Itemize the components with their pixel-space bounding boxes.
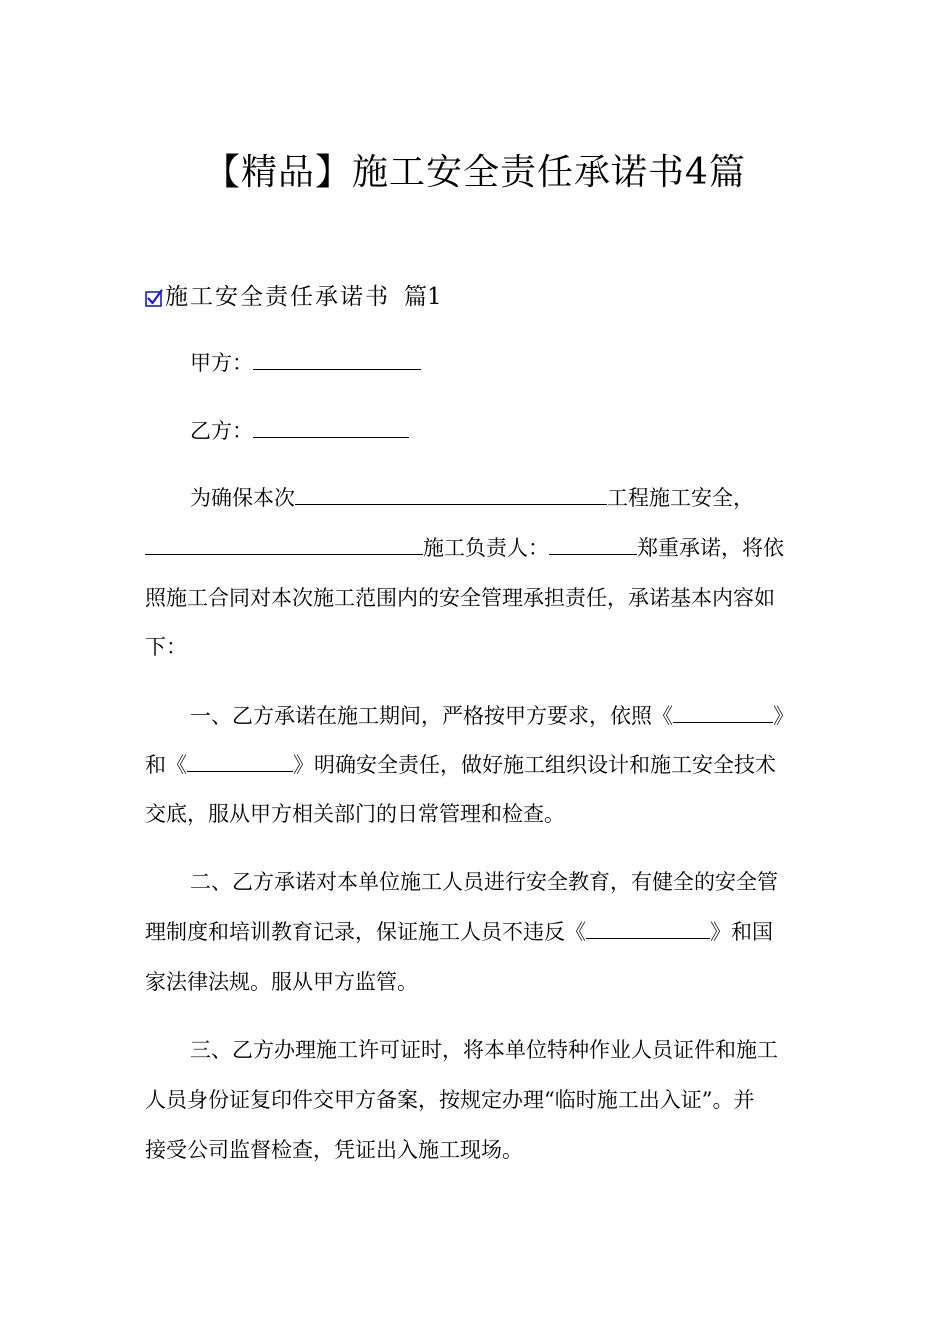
- intro-line-2: [145, 533, 784, 563]
- section-part-label: 篇1: [404, 283, 442, 310]
- intro-line-4: 下：: [145, 635, 187, 659]
- clause-text: 》明确安全责任，做好施工组织设计和施工安全技术: [293, 753, 776, 777]
- clause-1-line-2: [145, 750, 776, 780]
- party-a-label: 甲方：: [190, 351, 253, 375]
- contractor-blank: [145, 534, 423, 555]
- checkbox-checked-icon: [145, 289, 163, 307]
- clause-text: 一、乙方承诺在施工期间，严格按甲方要求，依照《: [190, 704, 673, 728]
- clause-1-line-1: [190, 701, 794, 731]
- intro-text: 郑重承诺，将依: [637, 536, 784, 560]
- document-title: 【精品】施工安全责任承诺书4篇: [204, 152, 746, 193]
- clause-3-line-3: 接受公司监督检查，凭证出入施工现场。: [145, 1138, 523, 1162]
- section-heading-text: 施工安全责任承诺书: [165, 283, 390, 310]
- clause-text: 》和国: [710, 920, 773, 944]
- clause-3-line-2: 人员身份证复印件交甲方备案，按规定办理“临时施工出入证”。并: [145, 1088, 755, 1112]
- section-heading: [145, 276, 442, 312]
- regulation-1-blank: [673, 702, 773, 723]
- intro-text: 施工负责人：: [423, 536, 549, 560]
- clause-text: 理制度和培训教育记录，保证施工人员不违反《: [145, 920, 586, 944]
- clause-2-line-1: 二、乙方承诺对本单位施工人员进行安全教育，有健全的安全管: [190, 870, 778, 894]
- party-a-line: [190, 348, 421, 378]
- party-b-label: 乙方：: [190, 419, 253, 443]
- party-b-line: [190, 416, 409, 446]
- responsible-person-blank: [549, 534, 637, 555]
- intro-text: 工程施工安全，: [607, 486, 754, 510]
- party-b-blank: [253, 417, 409, 438]
- intro-line-3: 照施工合同对本次施工范围内的安全管理承担责任，承诺基本内容如: [145, 586, 775, 610]
- intro-text: 为确保本次: [190, 486, 295, 510]
- clause-2-line-3: 家法律法规。服从甲方监管。: [145, 970, 418, 994]
- party-a-blank: [253, 349, 421, 370]
- clause-1-line-3: 交底，服从甲方相关部门的日常管理和检查。: [145, 802, 565, 826]
- regulation-3-blank: [586, 918, 710, 939]
- clause-text: 》: [773, 704, 794, 728]
- clause-2-line-2: [145, 917, 773, 947]
- intro-line-1: [190, 483, 754, 513]
- regulation-2-blank: [187, 751, 293, 772]
- clause-text: 和《: [145, 753, 187, 777]
- project-name-blank: [295, 484, 607, 505]
- clause-3-line-1: 三、乙方办理施工许可证时，将本单位特种作业人员证件和施工: [190, 1038, 778, 1062]
